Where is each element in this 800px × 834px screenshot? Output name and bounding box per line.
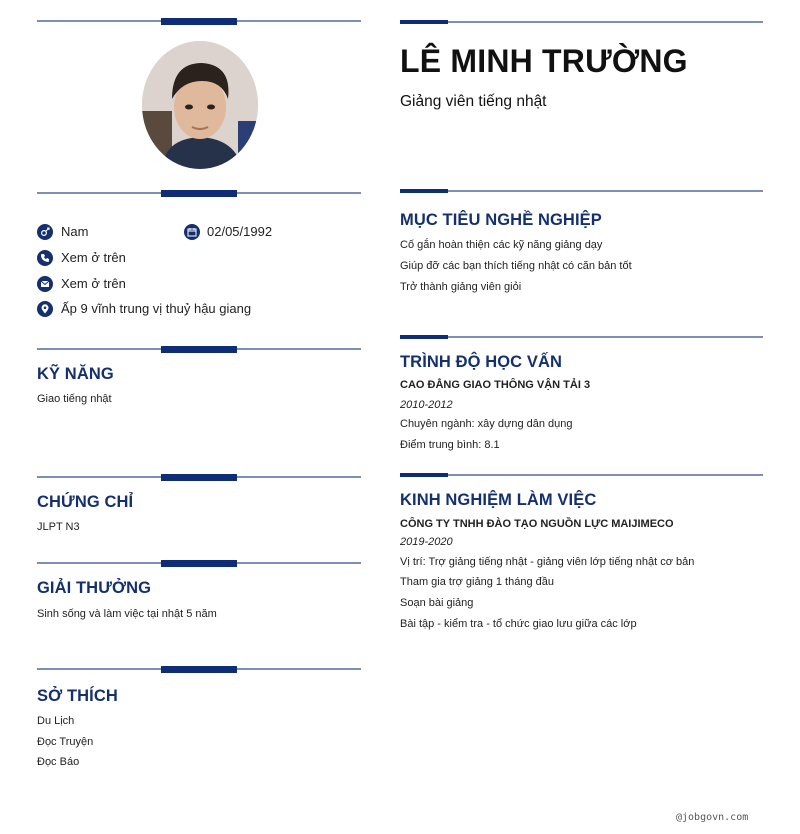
avatar-photo <box>142 41 258 169</box>
education-heading: TRÌNH ĐỘ HỌC VẤN <box>400 353 563 371</box>
divider <box>37 18 361 25</box>
email-text: Xem ở trên <box>61 276 126 291</box>
divider <box>400 189 763 194</box>
hobbies-heading: SỞ THÍCH <box>37 687 118 705</box>
objective-heading: MỤC TIÊU NGHỀ NGHIỆP <box>400 211 602 229</box>
birthday-text: 02/05/1992 <box>207 224 273 239</box>
hobby-item: Du Lịch <box>37 715 75 727</box>
experience-line: Soạn bài giảng <box>400 597 474 609</box>
divider <box>400 473 763 478</box>
objective-item: Giúp đỡ các bạn thích tiếng nhật có căn bản tốt <box>400 260 632 272</box>
job-title: Giảng viên tiếng nhật <box>400 93 547 110</box>
experience-heading: KINH NGHIỆM LÀM VIỆC <box>400 491 597 509</box>
certificates-heading: CHỨNG CHỈ <box>37 493 134 511</box>
address-text: Ấp 9 vĩnh trung vị thuỷ hậu giang <box>61 301 252 316</box>
awards-heading: GIẢI THƯỞNG <box>37 579 152 597</box>
certificate-item: JLPT N3 <box>37 521 80 533</box>
divider <box>37 190 361 197</box>
email-icon <box>37 276 53 292</box>
phone-icon <box>37 250 53 266</box>
skill-item: Giao tiếng nhật <box>37 393 112 405</box>
divider <box>37 346 361 353</box>
calendar-icon <box>184 224 200 240</box>
education-line: Điểm trung bình: 8.1 <box>400 439 500 451</box>
experience-period: 2019-2020 <box>400 536 453 548</box>
award-item: Sinh sống và làm việc tại nhật 5 năm <box>37 608 217 620</box>
objective-item: Cố gắn hoàn thiện các kỹ năng giảng dạy <box>400 239 603 251</box>
hobby-item: Đọc Báo <box>37 756 80 768</box>
divider <box>37 560 361 567</box>
experience-line: Tham gia trợ giảng 1 tháng đầu <box>400 576 554 588</box>
full-name: LÊ MINH TRƯỜNG <box>400 43 688 79</box>
divider <box>400 20 763 25</box>
objective-item: Trở thành giảng viên giỏi <box>400 281 522 293</box>
gender-icon <box>37 224 53 240</box>
education-period: 2010-2012 <box>400 399 453 411</box>
avatar <box>142 41 258 169</box>
school-name: CAO ĐẲNG GIAO THÔNG VẬN TẢI 3 <box>400 379 591 391</box>
gender-text: Nam <box>61 224 89 239</box>
company-name: CÔNG TY TNHH ĐÀO TẠO NGUỒN LỰC MAIJIMECO <box>400 518 674 530</box>
phone-text: Xem ở trên <box>61 250 126 265</box>
hobby-item: Đọc Truyện <box>37 736 94 748</box>
experience-line: Bài tập - kiểm tra - tổ chức giao lưu giữa các lớp <box>400 618 637 630</box>
watermark[interactable]: @jobgovn.com <box>676 812 749 823</box>
location-pin-icon <box>37 301 53 317</box>
skills-heading: KỸ NĂNG <box>37 365 114 383</box>
divider <box>37 474 361 481</box>
experience-line: Vị trí: Trợ giảng tiếng nhật - giảng viên lớp tiếng nhật cơ bản <box>400 556 695 568</box>
education-line: Chuyên ngành: xây dựng dân dụng <box>400 418 573 430</box>
divider <box>37 666 361 673</box>
divider <box>400 335 763 340</box>
